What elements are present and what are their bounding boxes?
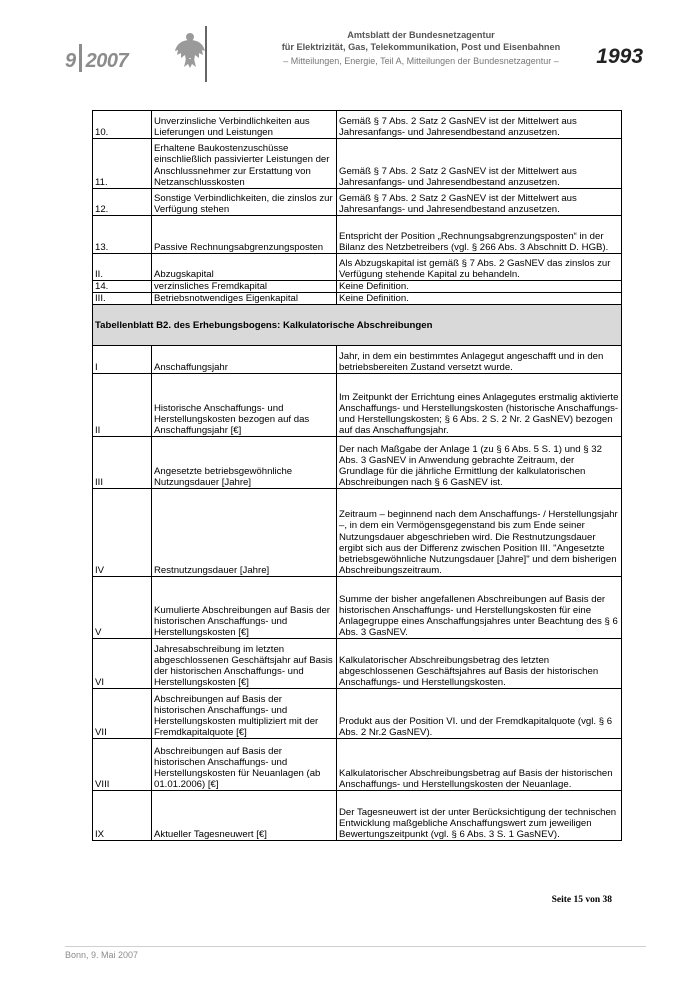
row-description: Jahr, in dem ein bestimmtes Anlagegut angeschafft und in den betriebsbereiten Zustand versetzt wurde. — [337, 346, 622, 374]
row-number: IX — [93, 791, 152, 841]
row-number: 11. — [93, 139, 152, 189]
row-description: Zeitraum – beginnend nach dem Anschaffungs- / Herstellungsjahr –, in dem ein Vermögensgegenstand bis zum Ende seiner Nutzungsdauer abgeschrieben wird. Die Restnutzungsdauer ergibt sich aus der Differenz zwischen Position III. "Angesetzte betriebsgewöhnliche Nutzungsdauer [Jahre]" und dem bisherigen Abschreibungszeitraum. — [337, 489, 622, 577]
row-number: I — [93, 346, 152, 374]
issue-year-text: 2007 — [85, 50, 129, 72]
section-title: Tabellenblatt B2. des Erhebungsbogens: Kalkulatorische Abschreibungen — [93, 305, 622, 346]
row-number: 13. — [93, 216, 152, 254]
row-number: VIII — [93, 739, 152, 791]
row-term: Angesetzte betriebsgewöhnliche Nutzungsdauer [Jahre] — [152, 437, 337, 489]
table-row — [93, 489, 622, 577]
row-term: Anschaffungsjahr — [152, 346, 337, 374]
row-number: VII — [93, 689, 152, 739]
row-description: Summe der bisher angefallenen Abschreibungen auf Basis der historischen Anschaffungs- und Herstellungskosten für eine Anlagegruppe eines Anschaffungsjahres unter Beachtung des § 6 Abs. 3 GasNEV. — [337, 577, 622, 639]
header-title-line1: Amtsblatt der Bundesnetzagentur — [347, 30, 495, 40]
header-divider — [205, 26, 207, 82]
row-term: verzinsliches Fremdkapital — [152, 281, 337, 293]
table-row — [93, 189, 622, 216]
table-row — [93, 216, 622, 254]
row-term: Passive Rechnungsabgrenzungsposten — [152, 216, 337, 254]
row-term: Unverzinsliche Verbindlichkeiten aus Lieferungen und Leistungen — [152, 111, 337, 139]
row-number: VI — [93, 639, 152, 689]
row-description: Der nach Maßgabe der Anlage 1 (zu § 6 Abs. 5 S. 1) und § 32 Abs. 3 GasNEV in Anwendung gebrachte Zeitraum, der Grundlage für die jährliche Ermittlung der kalkulatorischen Abschreibungen nach § 6 GasNEV ist. — [337, 437, 622, 489]
definitions-table — [92, 110, 622, 841]
federal-eagle-icon — [173, 29, 207, 69]
row-number: 14. — [93, 281, 152, 293]
table-row — [93, 111, 622, 139]
row-description: Gemäß § 7 Abs. 2 Satz 2 GasNEV ist der Mittelwert aus Jahresanfangs- und Jahresendbestand anzusetzen. — [337, 111, 622, 139]
table-row — [93, 437, 622, 489]
row-term: Historische Anschaffungs- und Herstellungskosten bezogen auf das Anschaffungsjahr [€] — [152, 374, 337, 437]
row-term: Sonstige Verbindlichkeiten, die zinslos zur Verfügung stehen — [152, 189, 337, 216]
row-number: IV — [93, 489, 152, 577]
row-number: V — [93, 577, 152, 639]
issue-number: 9 — [65, 50, 76, 72]
row-term: Abschreibungen auf Basis der historischen Anschaffungs- und Herstellungskosten für Neuanlagen (ab 01.01.2006) [€] — [152, 739, 337, 791]
row-description: Gemäß § 7 Abs. 2 Satz 2 GasNEV ist der Mittelwert aus Jahresanfangs- und Jahresendbestand anzusetzen. — [337, 189, 622, 216]
row-number: II — [93, 374, 152, 437]
row-number: 12. — [93, 189, 152, 216]
table-row — [93, 739, 622, 791]
table-row — [93, 689, 622, 739]
row-number: 10. — [93, 111, 152, 139]
row-description: Entspricht der Position „Rechnungsabgrenzungsposten“ in der Bilanz des Netzbetreibers (vgl. § 266 Abs. 3 Abschnitt D. HGB). — [337, 216, 622, 254]
footer-divider — [65, 946, 646, 947]
row-term: Jahresabschreibung im letzten abgeschlossenen Geschäftsjahr auf Basis der historischen Anschaffungs- und Herstellungskosten [€] — [152, 639, 337, 689]
table-row — [93, 293, 622, 305]
table-row — [93, 281, 622, 293]
row-description: Produkt aus der Position VI. und der Fremdkapitalquote (vgl. § 6 Abs. 2 Nr.2 GasNEV). — [337, 689, 622, 739]
row-number: III — [93, 437, 152, 489]
page-counter: Seite 15 von 38 — [551, 895, 612, 905]
row-description: Der Tagesneuwert ist der unter Berücksichtigung der technischen Entwicklung maßgebliche Anschaffungswert zum jeweiligen Bewertungszeitpunkt (vgl. § 6 Abs. 3 S. 1 GasNEV). — [337, 791, 622, 841]
footer-date: Bonn, 9. Mai 2007 — [65, 950, 139, 960]
row-term: Betriebsnotwendiges Eigenkapital — [152, 293, 337, 305]
row-term: Abzugskapital — [152, 254, 337, 281]
table-row — [93, 639, 622, 689]
row-description: Als Abzugskapital ist gemäß § 7 Abs. 2 GasNEV das zinslos zur Verfügung stehende Kapital zu behandeln. — [337, 254, 622, 281]
row-term: Restnutzungsdauer [Jahre] — [152, 489, 337, 577]
row-term: Erhaltene Baukostenzuschüsse einschließlich passivierter Leistungen der Anschlussnehmer zur Erstattung von Netzanschlusskosten — [152, 139, 337, 189]
row-description: Im Zeitpunkt der Errichtung eines Anlagegutes erstmalig aktivierte Anschaffungs- und Herstellungskosten (historische Anschaffungs- und Herstellungskosten; § 6 Abs. 2 S. 2 Nr. 2 GasNEV) bezogen auf das Anschaffungsjahr. — [337, 374, 622, 437]
header-subtitle: – Mitteilungen, Energie, Teil A, Mitteilungen der Bundesnetzagentur – — [283, 56, 559, 66]
row-term: Kumulierte Abschreibungen auf Basis der historischen Anschaffungs- und Herstellungskosten [€] — [152, 577, 337, 639]
table-row — [93, 577, 622, 639]
row-description: Keine Definition. — [337, 293, 622, 305]
row-term: Abschreibungen auf Basis der historischen Anschaffungs- und Herstellungskosten multipliziert mit der Fremdkapitalquote [€] — [152, 689, 337, 739]
table-row — [93, 374, 622, 437]
header-title-line2: für Elektrizität, Gas, Telekommunikation, Post und Eisenbahnen — [281, 42, 561, 52]
row-description: Kalkulatorischer Abschreibungsbetrag des letzten abgeschlossenen Geschäftsjahres auf Basis der historischen Anschaffungs- und Herstellungskosten. — [337, 639, 622, 689]
issue-divider — [79, 44, 82, 72]
table-row — [93, 254, 622, 281]
row-term: Aktueller Tagesneuwert [€] — [152, 791, 337, 841]
issue-year — [65, 44, 128, 73]
journal-page-number: 1993 — [596, 45, 643, 68]
table-row — [93, 791, 622, 841]
row-number: III. — [93, 293, 152, 305]
table-row — [93, 139, 622, 189]
table-row — [93, 346, 622, 374]
row-description: Kalkulatorischer Abschreibungsbetrag auf Basis der historischen Anschaffungs- und Herstellungskosten der Neuanlage. — [337, 739, 622, 791]
row-description: Keine Definition. — [337, 281, 622, 293]
row-number: II. — [93, 254, 152, 281]
section-header-row — [93, 305, 622, 346]
row-description: Gemäß § 7 Abs. 2 Satz 2 GasNEV ist der Mittelwert aus Jahresanfangs- und Jahresendbestand anzusetzen. — [337, 139, 622, 189]
